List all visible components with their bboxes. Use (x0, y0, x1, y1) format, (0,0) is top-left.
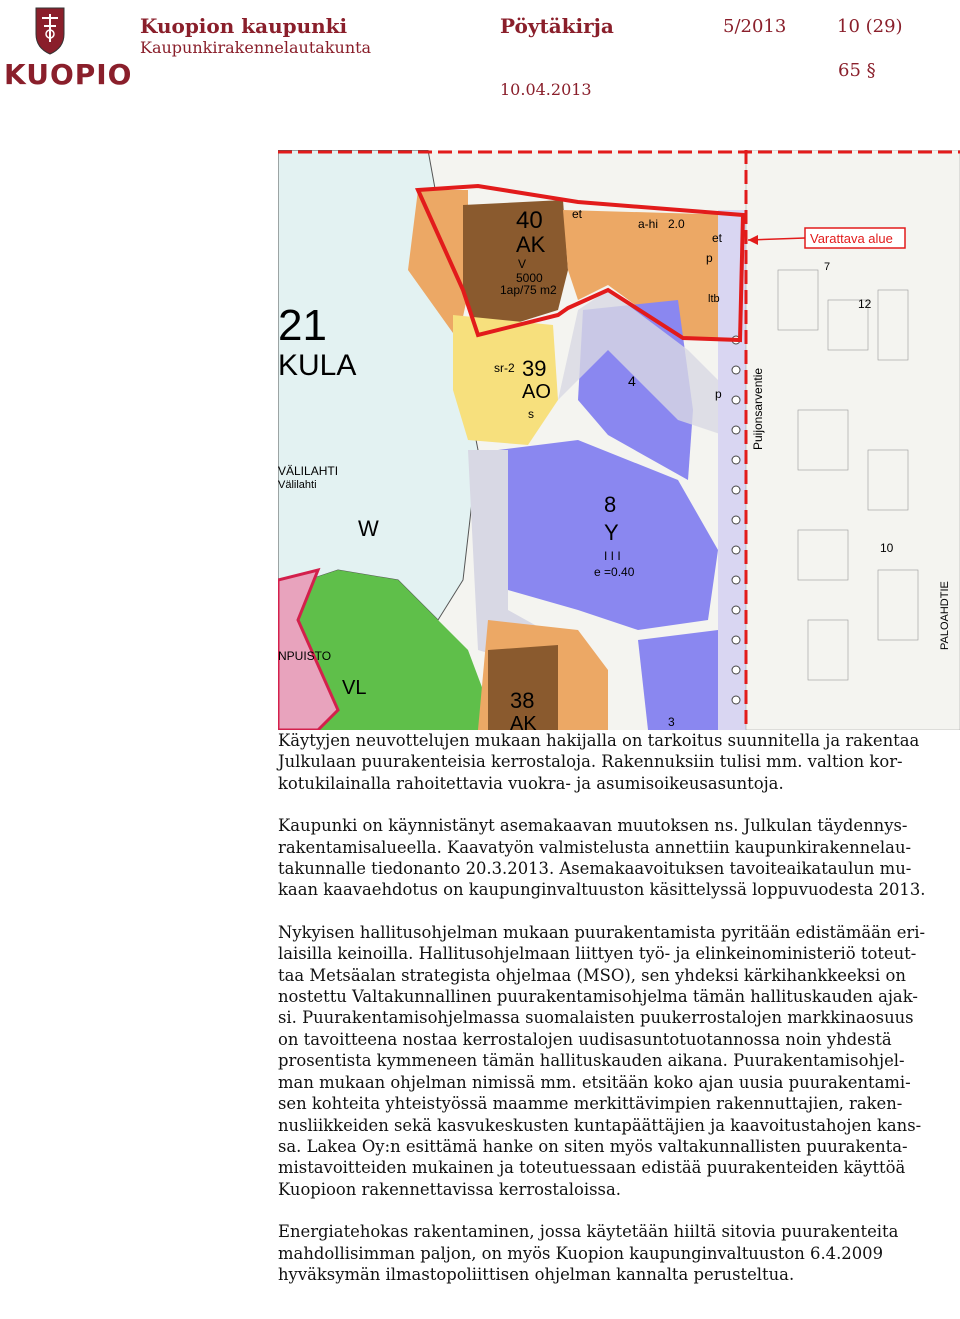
map-label: I I I (604, 549, 621, 563)
map-label: Välilahti (278, 479, 317, 491)
map-label: 38 (510, 688, 535, 713)
map-label: a-hi (638, 217, 659, 231)
paragraph-1: Käytyjen neuvottelujen mukaan hakijalla on tarkoitus suunnitella ja rakentaa Julkulaan puurakenteisia kerrostaloja. Rakennuksiin tulisi mm. valtion kor- kotukilainalla rahoitettavia vuokra- ja asumisoikeusasuntoja. (278, 731, 920, 793)
map-label: et (572, 207, 583, 221)
map-label: W (358, 516, 379, 541)
map-label: NPUISTO (278, 649, 332, 663)
map-label: p (706, 251, 713, 265)
map-label: 4 (628, 373, 636, 389)
paragraph-4: Energiatehokas rakentaminen, jossa käytetään hiiltä sitovia puurakenteita mahdollisimman paljon, on myös Kuopion kaupunginvaltuuston 6.4.2009 hyväksymän ilmastopoliittisen ohjelman kannalta perusteltua. (278, 1222, 899, 1284)
map-label: ltb (708, 293, 720, 305)
map-label: VÄLILAHTI (278, 464, 339, 478)
board-name: Kaupunkirakennelautakunta (140, 38, 372, 57)
map-label: 8 (604, 492, 617, 517)
map-label: Y (604, 520, 619, 545)
map-label: PALOAHDTIE (939, 581, 951, 650)
map-label: sr-2 (494, 361, 515, 375)
map-label: AK (516, 232, 546, 257)
logo-wordmark: KUOPIO (4, 58, 133, 91)
map-label: s (528, 407, 534, 421)
map-label: Puijonsarventie (751, 367, 765, 450)
map-label: p (715, 387, 722, 401)
map-label: VL (342, 677, 367, 699)
document-number: 5/2013 (723, 16, 787, 37)
map-callout: Varattava alue (810, 231, 893, 246)
document-type: Pöytäkirja (500, 14, 614, 38)
map-label: 1ap/75 m2 (500, 283, 557, 297)
map-label: 40 (516, 207, 543, 234)
map-label: 12 (858, 297, 872, 311)
map-label: V (518, 257, 527, 271)
meeting-date: 10.04.2013 (500, 80, 592, 99)
map-label: AO (522, 381, 551, 403)
map-label: e =0.40 (594, 565, 635, 579)
map-label: 2.0 (668, 217, 685, 231)
section-number: 65 § (838, 60, 876, 81)
map-label: KULA (278, 349, 357, 382)
map-label: et (712, 231, 723, 245)
organization-name: Kuopion kaupunki (140, 14, 348, 38)
body-text (278, 730, 948, 1306)
map-label: 21 (278, 301, 327, 350)
paragraph-3: Nykyisen hallitusohjelman mukaan puurakentamista pyritään edistämään eri- laisilla keinoilla. Hallitusohjelmaan liittyen työ- ja elinkeinoministeriö toteut- taa Metsäalan strategista ohjelmaa (MSO), sen yhdeksi kärkihankkeeksi on nostettu Valtakunnallinen puurakentamisohjelma tämän hallituskauden ajak- si. Puurakentamisohjelmassa suomalaisten puukerrostalojen markkinaosuus on tavoitteena nostaa kerrostalojen uudisasuntotuotannossa noin yhdestä prosentista kymmeneen tämän hallituskauden aikana. Puurakentamisohjel- man mukaan ohjelman nimissä mm. etsitään koko ajan uusia puurakentami- sen kohteita yhteistyössä maamme merkittävimpien rakennuttajien, raken- nusliikkeiden sekä kasvukeskusten kuntapäättäjien ja kaavoitustahojen kans- sa. Lakea Oy:n esittämä hanke on siten myös valtakunnallisten puurakenta- mistavoitteiden mukainen ja toteutuessaan edistää puurakenteiden käyttöä Kuopioon rakennettavissa kerrostaloissa. (278, 922, 926, 1199)
paragraph-2: Kaupunki on käynnistänyt asemakaavan muutoksen ns. Julkulan täydennys- rakentamisalueella. Kaavatyön valmistelusta annettiin kaupunkirakennelau- takunnalle tiedonanto 20.3.2013. Asemakaavoituksen tavoiteaikataulun mu- kaan kaavaehdotus on kaupunginvaltuuston käsittelyssä loppuvuodesta 2013. (278, 816, 926, 900)
map-label: 3 (668, 715, 675, 729)
map-label: 10 (880, 541, 894, 555)
page-number: 10 (29) (837, 16, 903, 37)
map-label: 7 (824, 261, 831, 273)
map-label: 5000 (516, 271, 543, 285)
zoning-map (278, 150, 960, 730)
map-label: AK (510, 713, 537, 730)
map-label: 39 (522, 356, 547, 381)
